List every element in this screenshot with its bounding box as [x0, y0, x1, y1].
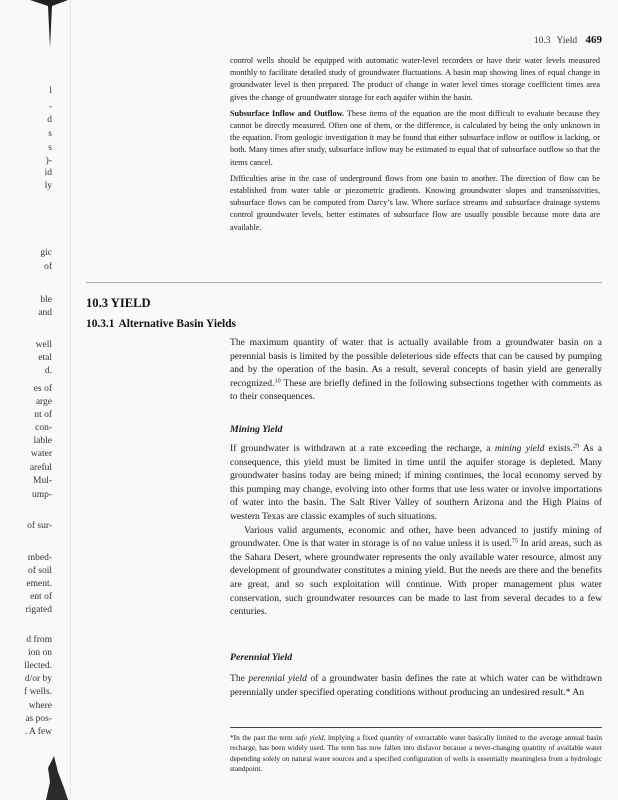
- page-gutter-line: [70, 0, 71, 800]
- subsection-title: Alternative Basin Yields: [118, 318, 236, 330]
- citation-ref: 75: [511, 537, 518, 545]
- section-number: 10.3: [86, 296, 109, 310]
- paragraph: control wells should be equipped with automatic water-level recorders or have their water levels measured monthly to facilitate detailed study of groundwater fluctuations. A basin map showing lines of equal change in groundwater level is then prepared. The product of change in water level times storage coefficient times area gives the change of groundwater storage for each aquifer within the basin.: [230, 56, 600, 102]
- paragraph-text: The maximum quantity of water that is actually available from a groundwater basin on a perennial basis is limited by the possible deleterious side effects that can be caused by pumping and by the operation of the basin. As a result, several concepts of basin yield are generally recognized.: [230, 337, 602, 389]
- bleed-fragment: es of: [33, 384, 52, 394]
- defined-term: perennial yield: [248, 673, 307, 684]
- bleed-fragment: rigated: [25, 605, 52, 615]
- runin-heading: Subsurface Inflow and Outflow.: [230, 108, 345, 118]
- bleed-fragment: d: [47, 115, 52, 125]
- perennial-yield-heading: Perennial Yield: [230, 652, 293, 663]
- footnote-text: implying a fixed quantity of extractable water basically limited to the average annual basin recharge, has been widely used. The term has now fallen into disfavor because a never-changing quantity of available water depending solely on natural water sources and a specified configuration of wells is essentially meaningless from a hydrologic standpoint.: [230, 733, 602, 773]
- bleed-fragment: )-: [45, 156, 52, 166]
- bleed-fragment: -: [48, 102, 52, 112]
- running-head: [230, 34, 602, 46]
- left-page-bleed: [0, 0, 58, 800]
- section-heading: [86, 296, 151, 311]
- bleed-fragment: id: [44, 168, 52, 178]
- bleed-fragment: ble: [40, 295, 52, 305]
- bleed-fragment: d/or by: [24, 674, 52, 684]
- paragraph-text: The: [230, 673, 249, 684]
- bleed-fragment: l: [49, 86, 52, 96]
- paragraph-text: of a groundwater basin defines the rate at which water can be withdrawn perennially under specified operating conditions without producing an undesired result.* An: [230, 673, 602, 698]
- bleed-fragment: arge: [35, 397, 52, 407]
- bleed-fragment: water: [30, 449, 52, 459]
- defined-term: safe yield,: [295, 733, 326, 742]
- bleed-fragment: Mul-: [33, 476, 52, 486]
- bleed-fragment: of soil: [27, 566, 52, 576]
- bleed-fragment: gic: [40, 248, 52, 258]
- running-head-title: Yield: [556, 36, 578, 46]
- intro-paragraph: [230, 336, 602, 404]
- storage-text-block: [230, 55, 600, 238]
- bleed-fragment: ump-: [31, 490, 52, 500]
- subsection-heading: [86, 318, 236, 330]
- bleed-fragment: mbed-: [27, 553, 52, 563]
- defined-term: mining yield: [494, 443, 545, 454]
- bleed-fragment: con-: [35, 423, 52, 433]
- page-number: 469: [585, 34, 602, 46]
- bleed-fragment: ent of: [30, 592, 52, 602]
- paragraph: [230, 524, 602, 619]
- binding-shadow-top: [30, 0, 70, 50]
- paragraph-text: In arid areas, such as the Sahara Desert, where groundwater represents the only available water resource, almost any development of groundwater constitutes a mining yield. But the needs are there and the benefits are great, and so such exploitation will continue. With proper management plus water conservation, such groundwater resources can be made to last from several decades to a few centuries.: [230, 538, 602, 618]
- footnote-text: *In the past the term: [230, 733, 296, 742]
- bleed-fragment: as pos-: [25, 714, 52, 724]
- paragraph-text: exists.: [544, 443, 573, 454]
- binding-shadow-bottom: [36, 752, 70, 800]
- bleed-fragment: well: [35, 340, 52, 350]
- subsection-number: 10.3.1: [86, 318, 115, 330]
- bleed-fragment: s: [48, 129, 52, 139]
- paragraph-text: Various valid arguments, economic and other, have been advanced to justify mining of groundwater. One is that water in storage is of no value unless it is used.: [230, 524, 602, 550]
- running-head-section: 10.3: [533, 36, 551, 46]
- bleed-fragment: s: [48, 143, 52, 153]
- mining-yield-body: [230, 442, 602, 619]
- section-title: YIELD: [110, 296, 151, 310]
- citation-ref: 10: [274, 377, 281, 385]
- paragraph-text: If groundwater is withdrawn at a rate exceeding the recharge, a: [230, 443, 495, 454]
- bleed-fragment: d.: [44, 366, 52, 376]
- divider-rule: [86, 282, 602, 283]
- bleed-fragment: of sur-: [27, 521, 52, 531]
- bleed-fragment: nt of: [34, 410, 52, 420]
- bleed-fragment: ion on: [27, 648, 52, 658]
- bleed-fragment: d from: [26, 635, 52, 645]
- bleed-fragment: of: [44, 262, 52, 272]
- bleed-fragment: areful: [29, 463, 52, 473]
- bleed-fragment: ly: [44, 181, 52, 191]
- paragraph: [230, 442, 602, 524]
- paragraph: [230, 336, 602, 404]
- paragraph: Difficulties arise in the case of underground flows from one basin to another. The direction of flow can be established from water table or piezometric gradients. Knowing groundwater slopes and transmissivities, subsurface flows can be computed from Darcy’s law. Where surface streams and subsurface drainage systems control groundwater levels, better estimates of subsurface flow are usually possible because more data are available.: [230, 173, 600, 232]
- paragraph-text: These items of the equation are the most difficult to evaluate because they cannot be directly measured. Often one of them, or the difference, is calculated by being the only unknown in the equation. From geologic investigation it may be found that either subsurface inflow or outflow is lacking, or both. Many times after study, subsurface inflow may be estimated to equal that of subsurface outflow so that the items cancel.: [230, 108, 601, 167]
- citation-ref: 29: [572, 442, 580, 450]
- mining-yield-heading: Mining Yield: [230, 424, 283, 435]
- bleed-fragment: f wells.: [24, 687, 52, 697]
- paragraph-text: These are briefly defined in the following subsections together with comments as to their consequences.: [230, 377, 602, 403]
- footnote: [230, 733, 602, 774]
- bleed-fragment: . A few: [24, 727, 52, 737]
- paragraph: [230, 108, 600, 169]
- paragraph-text: As a consequence, this yield must be limited in time until the aquifer storage is depleted. Many groundwater basins today are being mined; if mining continues, the local economy served by this pumping may change, evolving into other forms that use less water or involve importations of water into the basin. The Salt River Valley of southern Arizona and the High Plains of western Texas are classic examples of such situations.: [230, 443, 603, 522]
- bleed-fragment: lable: [33, 436, 52, 446]
- bleed-fragment: llected.: [24, 661, 52, 671]
- paragraph: [230, 672, 602, 699]
- bleed-fragment: etal: [38, 353, 52, 363]
- bleed-fragment: and: [38, 308, 52, 318]
- perennial-yield-body: [230, 672, 602, 699]
- footnote-rule: [230, 727, 602, 728]
- bleed-fragment: where: [28, 701, 52, 711]
- bleed-fragment: ement.: [26, 579, 52, 589]
